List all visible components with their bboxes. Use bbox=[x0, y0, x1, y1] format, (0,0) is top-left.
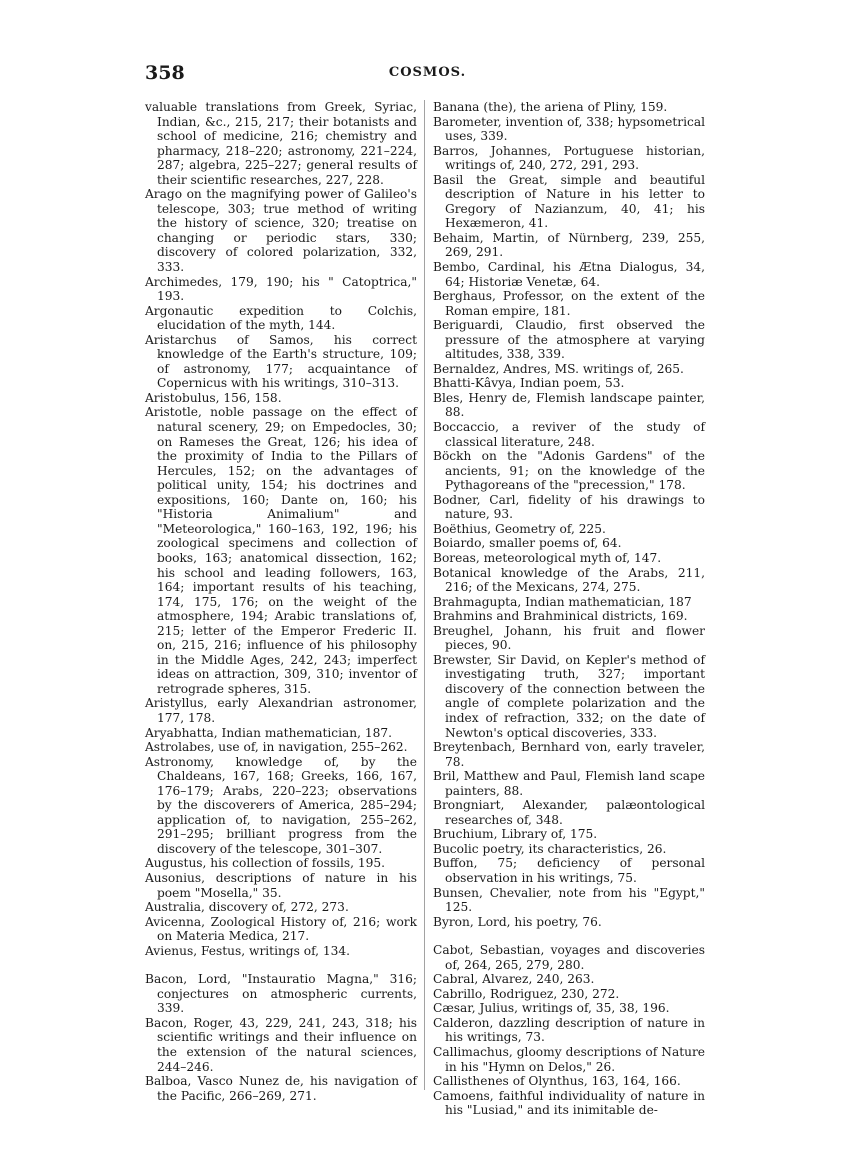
column-divider bbox=[424, 100, 425, 1090]
index-column-right bbox=[433, 100, 705, 1118]
index-entry: Avicenna, Zoological History of, 216; work on Materia Medica, 217. bbox=[145, 914, 417, 944]
index-entry: Archimedes, 179, 190; his " Catoptrica," 193. bbox=[145, 274, 417, 304]
index-entry: Bacon, Roger, 43, 229, 241, 243, 318; his scientific writings and their influence on the extension of the natural sciences, 244–246. bbox=[145, 1015, 417, 1074]
index-entry: Brewster, Sir David, on Kepler's method of investigating truth, 327; important discovery of the connection between the angle of complete polarization and the index of refraction, 332; on the date of Newton's optical discoveries, 333. bbox=[433, 652, 705, 740]
index-entry: Balboa, Vasco Nunez de, his navigation of the Pacific, 266–269, 271. bbox=[145, 1074, 417, 1103]
index-entry: Cabot, Sebastian, voyages and discoveries of, 264, 265, 279, 280. bbox=[433, 943, 705, 972]
index-entry: Brahmins and Brahminical districts, 169. bbox=[433, 609, 688, 624]
index-entry: Bril, Matthew and Paul, Flemish land scape painters, 88. bbox=[433, 769, 705, 798]
index-entry: Behaim, Martin, of Nürnberg, 239, 255, 269, 291. bbox=[433, 230, 705, 260]
index-entry: Boccaccio, a reviver of the study of classical literature, 248. bbox=[433, 420, 705, 449]
index-entry: Aristotle, noble passage on the effect of natural scenery, 29; on Empedocles, 30; on Rameses the Great, 126; his idea of the proximity of India to the Pillars of Hercules, 152; on the advantages of political unity, 154; his doctrines and expositions, 160; Dante on, 160; his "Historia Animalium" and "Meteorologica," 160–163, 192, 196; his zoological specimens and collection of books, 163; anatomical dissection, 162; his school and leading followers, 163, 164; important results of his teaching, 174, 175, 176; on the weight of the atmosphere, 194; Arabic translations of, 215; letter of the Emperor Frederic II. on, 215, 216; influence of his philosophy in the Middle Ages, 242, 243; imperfect ideas on attraction, 309, 310; inventor of retrograde spheres, 315. bbox=[145, 405, 417, 696]
index-entry: Astrolabes, use of, in navigation, 255–262. bbox=[145, 740, 408, 755]
index-entry: Cabrillo, Rodriguez, 230, 272. bbox=[433, 986, 620, 1001]
index-entry: Bucolic poetry, its characteristics, 26. bbox=[433, 841, 667, 856]
index-entry: Botanical knowledge of the Arabs, 211, 216; of the Mexicans, 274, 275. bbox=[433, 565, 705, 595]
index-entry: Barometer, invention of, 338; hypsometrical uses, 339. bbox=[433, 114, 705, 144]
index-entry: Astronomy, knowledge of, by the Chaldeans, 167, 168; Greeks, 166, 167, 176–179; Arabs, 220–223; observations by the discoverers of America, 285–294; application of, to navigation, 255–262, 291–295; brilliant progress from the discovery of the telescope, 301–307. bbox=[145, 754, 417, 856]
index-entry: Avienus, Festus, writings of, 134. bbox=[145, 943, 351, 958]
index-entry: Boëthius, Geometry of, 225. bbox=[433, 521, 606, 536]
index-entry: Augustus, his collection of fossils, 195. bbox=[145, 856, 386, 871]
index-entry: Bruchium, Library of, 175. bbox=[433, 827, 598, 842]
index-column-left bbox=[145, 100, 417, 1103]
index-entry: Bunsen, Chevalier, note from his "Egypt," 125. bbox=[433, 885, 705, 915]
index-entry: Boreas, meteorological myth of, 147. bbox=[433, 550, 662, 565]
index-entry: Berghaus, Professor, on the extent of the Roman empire, 181. bbox=[433, 289, 705, 318]
page-number: 358 bbox=[145, 62, 185, 84]
index-entry: Bernaldez, Andres, MS. writings of, 265. bbox=[433, 361, 684, 376]
index-entry: Arago on the magnifying power of Galileo's telescope, 303; true method of writing the history of science, 320; treatise on changing or periodic stars, 330; discovery of colored polarization, 332, 333. bbox=[145, 187, 417, 275]
index-entry: Callimachus, gloomy descriptions of Nature in his "Hymn on Delos," 26. bbox=[433, 1045, 705, 1074]
index-entry: Aristyllus, early Alexandrian astronomer, 177, 178. bbox=[145, 696, 417, 725]
index-entry: Cæsar, Julius, writings of, 35, 38, 196. bbox=[433, 1001, 670, 1016]
running-head: COSMOS. bbox=[388, 65, 467, 80]
index-entry: Ausonius, descriptions of nature in his poem "Mosella," 35. bbox=[145, 870, 417, 900]
index-entry: Calderon, dazzling description of nature in his writings, 73. bbox=[433, 1015, 705, 1045]
index-entry: Banana (the), the ariena of Pliny, 159. bbox=[433, 100, 668, 114]
index-entry: Byron, Lord, his poetry, 76. bbox=[433, 914, 602, 929]
page-header bbox=[145, 62, 710, 86]
index-entry: Argonautic expedition to Colchis, elucidation of the myth, 144. bbox=[145, 303, 417, 333]
index-entry: Brongniart, Alexander, palæontological researches of, 348. bbox=[433, 798, 705, 827]
index-entry: Aristobulus, 156, 158. bbox=[145, 390, 282, 405]
index-entry: Basil the Great, simple and beautiful description of Nature in his letter to Gregory of Nazianzum, 40, 41; his Hexæmeron, 41. bbox=[433, 172, 705, 231]
index-entry: Bhatti-Kâvya, Indian poem, 53. bbox=[433, 376, 625, 391]
index-entry: Boiardo, smaller poems of, 64. bbox=[433, 536, 622, 551]
index-entry: Buffon, 75; deficiency of personal observation in his writings, 75. bbox=[433, 856, 705, 885]
index-entry: Beriguardi, Claudio, first observed the pressure of the atmosphere at varying altitudes, 338, 339. bbox=[433, 318, 705, 362]
index-entry: Breytenbach, Bernhard von, early traveler, 78. bbox=[433, 740, 705, 769]
index-entry: Aristarchus of Samos, his correct knowledge of the Earth's structure, 109; of astronomy, 177; acquaintance of Copernicus with his writings, 310–313. bbox=[145, 332, 417, 391]
index-entry: Bembo, Cardinal, his Ætna Dialogus, 34, 64; Historiæ Venetæ, 64. bbox=[433, 260, 705, 289]
index-entry: Aryabhatta, Indian mathematician, 187. bbox=[145, 725, 392, 740]
index-entry: Bodner, Carl, fidelity of his drawings to nature, 93. bbox=[433, 492, 705, 522]
index-entry: Brahmagupta, Indian mathematician, 187 bbox=[433, 594, 692, 609]
index-entry: Australia, discovery of, 272, 273. bbox=[145, 900, 349, 915]
index-entry: Bles, Henry de, Flemish landscape painter, 88. bbox=[433, 390, 705, 420]
index-entry: Camoens, faithful individuality of nature in his "Lusiad," and its inimitable de- bbox=[433, 1088, 705, 1118]
index-entry: Cabral, Alvarez, 240, 263. bbox=[433, 972, 595, 987]
index-entry: valuable translations from Greek, Syriac, Indian, &c., 215, 217; their botanists and school of medicine, 216; chemistry and pharmacy, 218–220; astronomy, 221–224, 287; algebra, 225–227; general results of their scientific researches, 227, 228. bbox=[145, 100, 417, 187]
index-entry: Barros, Johannes, Portuguese historian, writings of, 240, 272, 291, 293. bbox=[433, 143, 705, 173]
index-entry: Callisthenes of Olynthus, 163, 164, 166. bbox=[433, 1074, 681, 1089]
index-entry: Bacon, Lord, "Instauratio Magna," 316; conjectures on atmospheric currents, 339. bbox=[145, 972, 417, 1016]
index-entry: Breughel, Johann, his fruit and flower pieces, 90. bbox=[433, 623, 705, 653]
index-entry: Böckh on the "Adonis Gardens" of the ancients, 91; on the knowledge of the Pythagoreans of the "precession," 178. bbox=[433, 449, 705, 493]
